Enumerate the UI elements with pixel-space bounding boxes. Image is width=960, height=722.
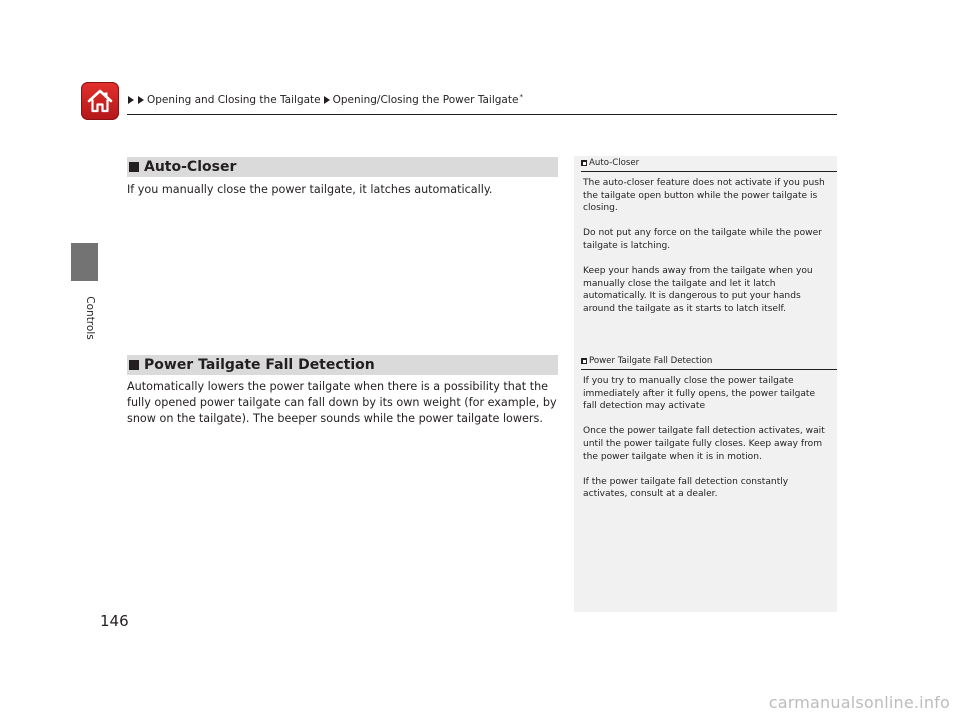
footnote-marker: * [519, 93, 523, 101]
section-body-fall-detection: Automatically lowers the power tailgate when there is a possibility that the fully opened power tailgate can fall down by its own weight (for example, by snow on the tailgate). The beeper sounds while the power tailgate lowers. [127, 380, 557, 425]
note-divider [581, 171, 837, 172]
breadcrumb-item-power-tailgate[interactable]: Opening/Closing the Power Tailgate [332, 94, 519, 106]
chapter-tab [71, 243, 98, 281]
note-title[interactable]: Power Tailgate Fall Detection [589, 356, 713, 366]
note-heading [581, 156, 837, 168]
note-heading [581, 354, 837, 366]
note-auto-closer [574, 156, 837, 316]
section-heading-fall-detection [127, 355, 558, 375]
section-body-auto-closer: If you manually close the power tailgate, it latches automatically. [127, 183, 493, 196]
header-divider [127, 114, 837, 115]
note-paragraph: Keep your hands away from the tailgate when you manually close the tailgate and let it latch automatically. It is dangerous to put your hands around the tailgate as it starts to latch itself. [583, 266, 813, 314]
chapter-label: Controls [84, 296, 96, 340]
note-paragraph: If you try to manually close the power tailgate immediately after it fully opens, the power tailgate fall detection may activate [583, 376, 816, 412]
breadcrumb-item-tailgate[interactable]: Opening and Closing the Tailgate [147, 94, 321, 106]
section-title: Auto-Closer [144, 159, 237, 175]
page-number: 146 [100, 612, 129, 630]
square-bullet-icon [129, 360, 139, 370]
section-title: Power Tailgate Fall Detection [144, 357, 375, 373]
note-paragraph: Once the power tailgate fall detection activates, wait until the power tailgate fully closes. Keep away from the power tailgate when it is in motion. [583, 426, 825, 462]
watermark: carmanualsonline.info [768, 693, 950, 712]
note-bullet-icon [581, 160, 587, 166]
note-divider [581, 369, 837, 370]
square-bullet-icon [129, 162, 139, 172]
triangle-right-icon [128, 96, 134, 104]
breadcrumb [127, 94, 523, 106]
note-paragraph: The auto-closer feature does not activate if you push the tailgate open button while the power tailgate is closing. [583, 178, 825, 214]
triangle-right-icon [138, 96, 144, 104]
home-button[interactable] [81, 82, 119, 120]
home-icon [86, 88, 114, 114]
triangle-right-icon [324, 96, 330, 104]
note-paragraph: Do not put any force on the tailgate while the power tailgate is latching. [583, 228, 822, 251]
note-fall-detection [574, 354, 837, 501]
note-body [583, 375, 831, 501]
note-bullet-icon [581, 358, 587, 364]
section-heading-auto-closer [127, 157, 558, 177]
note-title[interactable]: Auto-Closer [589, 158, 640, 168]
note-body [583, 177, 831, 316]
note-paragraph: If the power tailgate fall detection constantly activates, consult at a dealer. [583, 476, 789, 500]
